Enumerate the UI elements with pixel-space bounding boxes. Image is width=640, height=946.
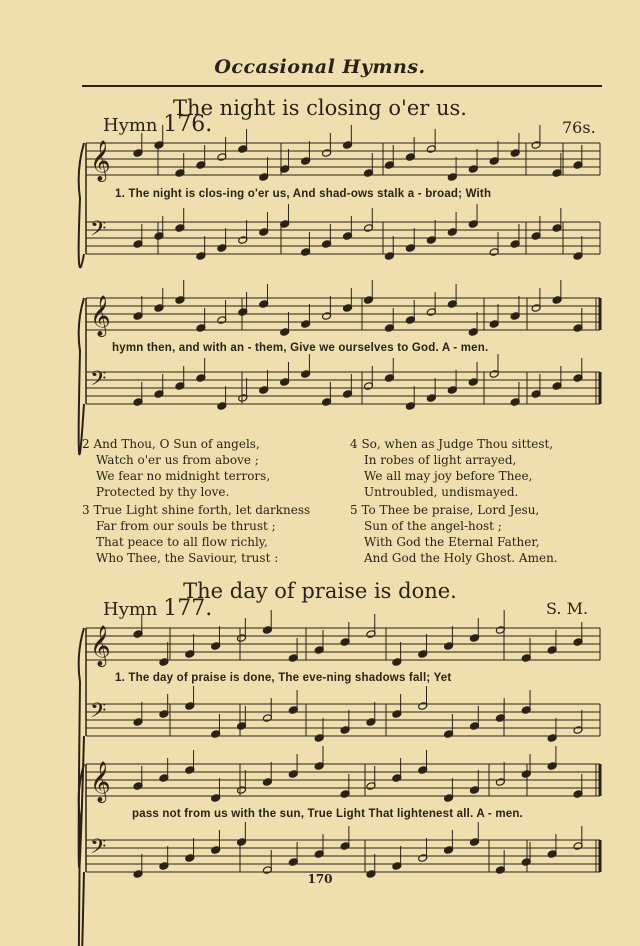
hymn-176-verses-left (82, 436, 310, 566)
hymn-176-meter: 76s. (562, 118, 596, 137)
verse-line: 2 And Thou, O Sun of angels, (82, 437, 260, 451)
verse-line: Protected by thy love. (96, 485, 230, 499)
bass-clef: 𝄢 (90, 834, 107, 865)
verse-line: That peace to all flow richly, (96, 535, 268, 549)
treble-clef: 𝄞 (90, 624, 111, 666)
bass-clef: 𝄢 (90, 366, 107, 397)
hymn-177-title: The day of praise is done. (183, 579, 457, 603)
verse-line: Who Thee, the Saviour, trust : (96, 551, 279, 565)
page-number: 170 (307, 872, 333, 886)
hymn-177-label: Hymn (103, 599, 158, 620)
treble-clef: 𝄞 (90, 760, 111, 802)
treble-clef: 𝄞 (90, 139, 111, 181)
verse-line: Far from our souls be thrust ; (96, 519, 276, 533)
verse-line: We all may joy before Thee, (364, 469, 533, 483)
verse-line: And God the Holy Ghost. Amen. (364, 551, 558, 565)
hymn-177-number (103, 596, 212, 621)
bass-clef: 𝄢 (90, 698, 107, 729)
hymn-176-lyrics-line-1: 1. The night is clos-ing o'er us, And shad-ows stalk a - broad; With (115, 188, 492, 200)
verse-line: With God the Eternal Father, (364, 535, 540, 549)
verse-line: 4 So, when as Judge Thou sittest, (350, 437, 554, 451)
treble-clef: 𝄞 (90, 294, 111, 336)
hymn-176-title: The night is closing o'er us. (173, 96, 467, 120)
hymn-176-lyrics-line-2: hymn then, and with an - them, Give we ourselves to God. A - men. (112, 342, 489, 354)
verse-line: 3 True Light shine forth, let darkness (82, 503, 311, 517)
hymn-176-label: Hymn (103, 115, 158, 136)
hymn-177-lyrics-line-2: pass not from us with the sun, True Light That lightenest all. A - men. (132, 808, 523, 820)
verse-line: 5 To Thee be praise, Lord Jesu, (350, 503, 540, 517)
verse-line: Watch o'er us from above ; (96, 453, 259, 467)
system-brace (79, 143, 84, 267)
bass-clef: 𝄢 (90, 216, 107, 247)
hymn-177-lyrics-line-1: 1. The day of praise is done, The eve-ning shadows fall; Yet (115, 672, 452, 684)
hymn-177-num: 177. (163, 596, 213, 621)
verse-line: Untroubled, undismayed. (364, 485, 519, 499)
verse-line: In robes of light arrayed, (364, 453, 517, 467)
hymn-176-verses-right (350, 436, 558, 566)
running-head: Occasional Hymns. (214, 56, 426, 78)
hymn-177-meter: S. M. (546, 599, 589, 618)
system-brace (79, 298, 84, 454)
verse-line: We fear no midnight terrors, (96, 469, 271, 483)
hymn-176-num: 176. (163, 112, 213, 137)
verse-line: Sun of the angel-host ; (364, 519, 502, 533)
